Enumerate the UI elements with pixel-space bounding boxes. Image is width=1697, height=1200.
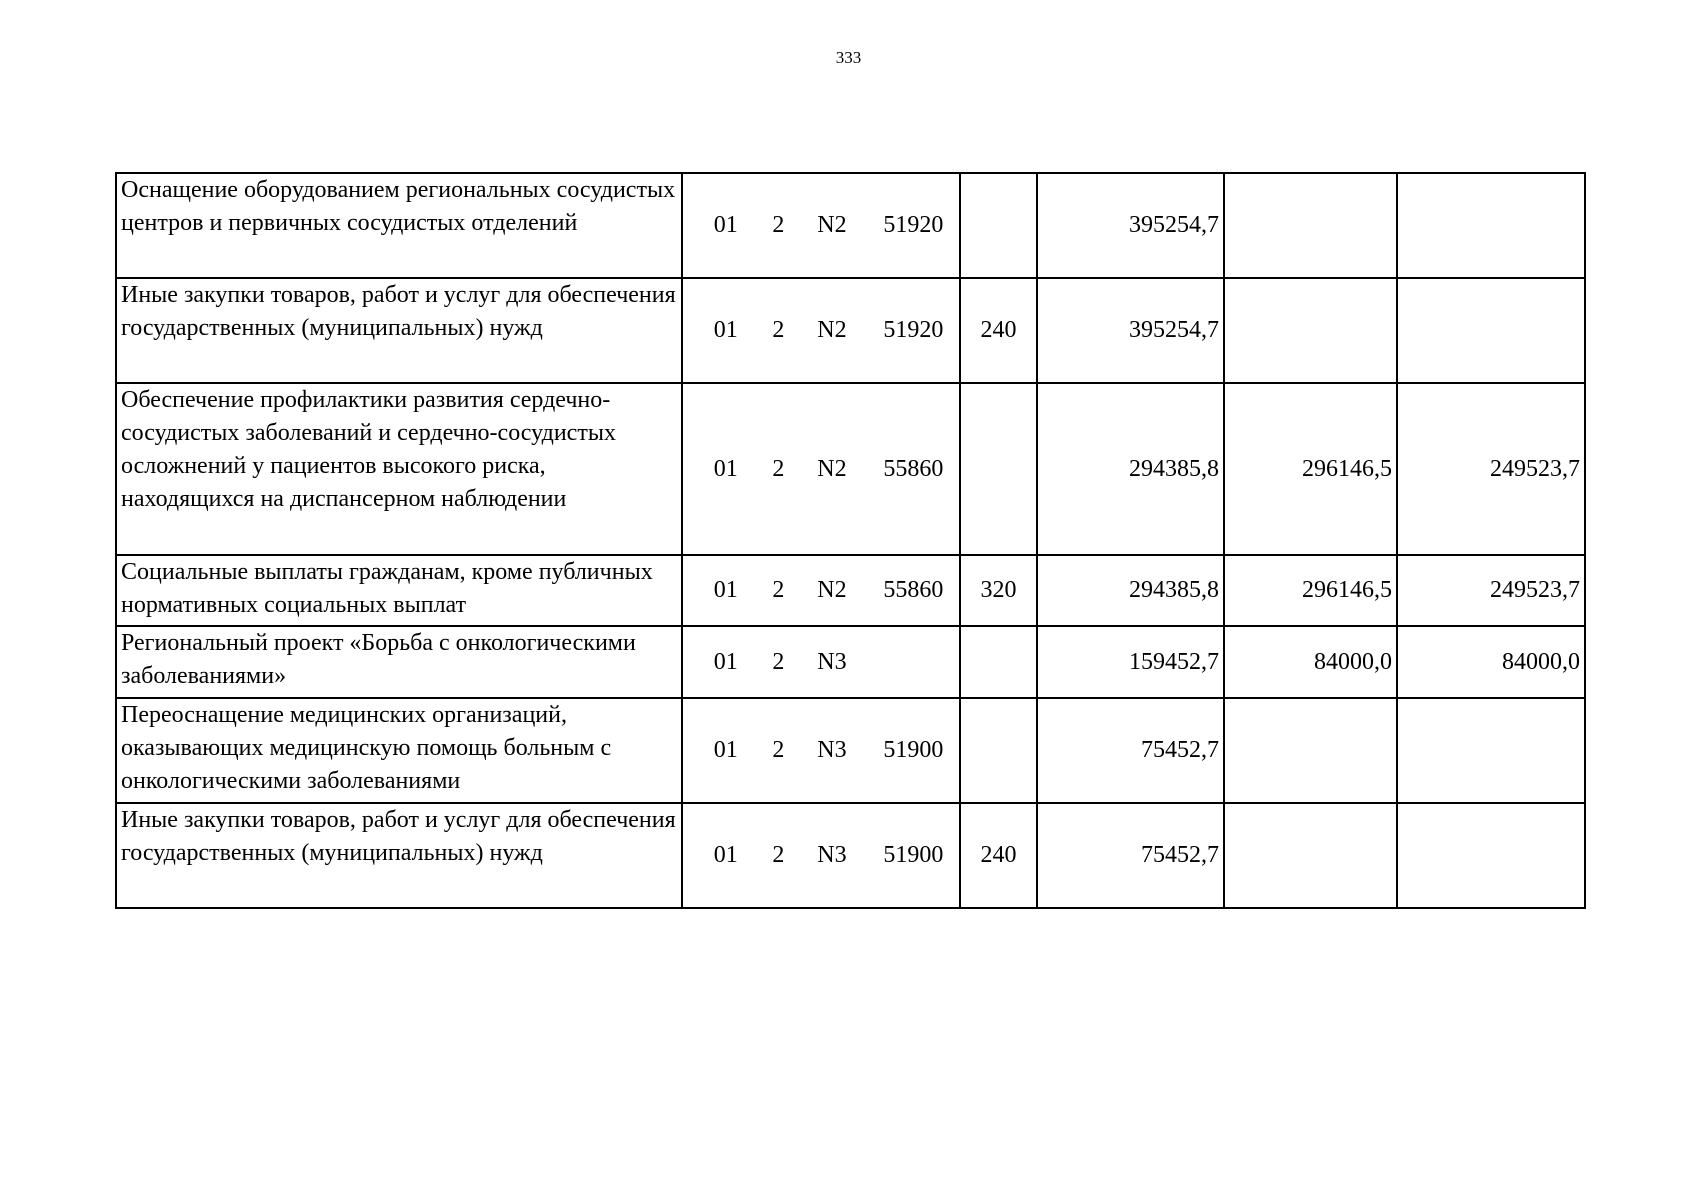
- code-project: N3: [817, 842, 847, 868]
- sum-year-1: 395254,7: [1037, 278, 1224, 383]
- code-direction: 51920: [883, 317, 944, 343]
- expense-type: [960, 626, 1037, 698]
- row-codes: [682, 698, 960, 803]
- code-direction: 51900: [883, 737, 944, 763]
- table-row: [116, 278, 1585, 383]
- sum-year-1: 75452,7: [1037, 803, 1224, 908]
- sum-year-3: 249523,7: [1397, 555, 1585, 626]
- row-description: Социальные выплаты гражданам, кроме публичных нормативных социальных выплат: [116, 555, 682, 626]
- code-project: N2: [817, 577, 847, 603]
- table-row: [116, 555, 1585, 626]
- sum-year-1: 395254,7: [1037, 173, 1224, 278]
- row-description: Переоснащение медицинских организаций, оказывающих медицинскую помощь больным с онкологическими заболеваниями: [116, 698, 682, 803]
- sum-year-1: 75452,7: [1037, 698, 1224, 803]
- expense-type: 320: [960, 555, 1037, 626]
- code-subprogram: 2: [772, 455, 785, 482]
- sum-year-3: 84000,0: [1397, 626, 1585, 698]
- table-row: [116, 173, 1585, 278]
- table-row: [116, 698, 1585, 803]
- table-row: [116, 626, 1585, 698]
- row-codes: [682, 626, 960, 698]
- table-row: [116, 383, 1585, 555]
- sum-year-2: [1224, 698, 1397, 803]
- row-description: Обеспечение профилактики развития сердечно-сосудистых заболеваний и сердечно-сосудистых осложнений у пациентов высокого риска, находящихся на диспансерном наблюдении: [116, 383, 682, 555]
- sum-year-2: [1224, 278, 1397, 383]
- sum-year-2: [1224, 173, 1397, 278]
- row-codes: [682, 173, 960, 278]
- sum-year-2: 84000,0: [1224, 626, 1397, 698]
- code-program: 01: [713, 737, 738, 763]
- code-project: N2: [817, 212, 847, 238]
- sum-year-3: [1397, 173, 1585, 278]
- code-direction: 51920: [883, 212, 944, 238]
- code-program: 01: [713, 577, 738, 603]
- row-description: Иные закупки товаров, работ и услуг для обеспечения государственных (муниципальных) нужд: [116, 278, 682, 383]
- code-project: N2: [817, 455, 847, 482]
- row-codes: [682, 803, 960, 908]
- row-description: Иные закупки товаров, работ и услуг для обеспечения государственных (муниципальных) нужд: [116, 803, 682, 908]
- table-row: [116, 803, 1585, 908]
- code-program: 01: [713, 317, 738, 343]
- expense-type: 240: [960, 803, 1037, 908]
- sum-year-3: [1397, 698, 1585, 803]
- code-subprogram: 2: [772, 648, 785, 675]
- sum-year-2: [1224, 803, 1397, 908]
- code-subprogram: 2: [772, 317, 785, 343]
- code-project: N3: [817, 648, 847, 675]
- expense-type: [960, 698, 1037, 803]
- row-codes: [682, 278, 960, 383]
- sum-year-1: 159452,7: [1037, 626, 1224, 698]
- budget-table: [115, 172, 1586, 909]
- sum-year-2: 296146,5: [1224, 555, 1397, 626]
- sum-year-2: 296146,5: [1224, 383, 1397, 555]
- code-subprogram: 2: [772, 737, 785, 763]
- row-description: Оснащение оборудованием региональных сосудистых центров и первичных сосудистых отделений: [116, 173, 682, 278]
- row-codes: [682, 555, 960, 626]
- sum-year-3: 249523,7: [1397, 383, 1585, 555]
- code-project: N2: [817, 317, 847, 343]
- code-direction: 55860: [883, 455, 944, 482]
- code-subprogram: 2: [772, 577, 785, 603]
- code-subprogram: 2: [772, 212, 785, 238]
- expense-type: 240: [960, 278, 1037, 383]
- code-program: 01: [713, 648, 738, 675]
- code-program: 01: [713, 212, 738, 238]
- sum-year-1: 294385,8: [1037, 555, 1224, 626]
- page-number: 333: [835, 48, 862, 67]
- code-project: N3: [817, 737, 847, 763]
- sum-year-3: [1397, 278, 1585, 383]
- expense-type: [960, 383, 1037, 555]
- expense-type: [960, 173, 1037, 278]
- code-subprogram: 2: [772, 842, 785, 868]
- code-direction: 51900: [883, 842, 944, 868]
- sum-year-1: 294385,8: [1037, 383, 1224, 555]
- code-direction: 55860: [883, 577, 944, 603]
- sum-year-3: [1397, 803, 1585, 908]
- code-program: 01: [713, 842, 738, 868]
- row-codes: [682, 383, 960, 555]
- code-program: 01: [713, 455, 738, 482]
- row-description: Региональный проект «Борьба с онкологическими заболеваниями»: [116, 626, 682, 698]
